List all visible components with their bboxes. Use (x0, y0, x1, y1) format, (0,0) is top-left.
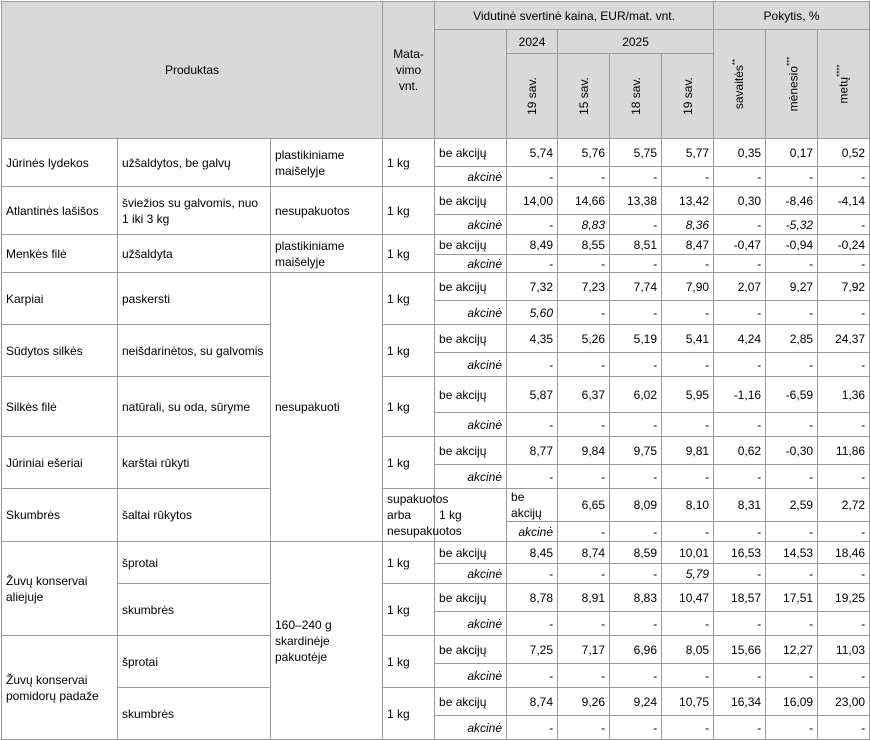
price-value: 8,51 (610, 235, 662, 255)
price-type-label: be akcijų (435, 273, 507, 301)
table-row (2, 489, 870, 522)
change-value: -1,16 (714, 377, 766, 413)
promo-price-value: - (507, 664, 558, 688)
change-value: 11,03 (818, 636, 870, 664)
promo-change-value: - (818, 612, 870, 636)
promo-price-value: - (558, 301, 610, 325)
price-value: 14,00 (507, 187, 558, 215)
change-value: 9,27 (766, 273, 818, 301)
change-value: 7,92 (818, 273, 870, 301)
unit: 1 kg (383, 325, 435, 377)
product-description: skumbrės (118, 584, 271, 636)
promo-price-value: - (610, 716, 662, 740)
change-value: 2,72 (818, 489, 870, 522)
promo-price-value: - (558, 664, 610, 688)
product-description: užšaldytos, be galvų (118, 139, 271, 187)
promo-change-value: - (714, 564, 766, 584)
promo-change-value: - (714, 215, 766, 235)
price-value: 10,75 (662, 688, 714, 716)
price-value: 9,26 (558, 688, 610, 716)
change-footnote: **** (835, 64, 845, 77)
produktas-header: Produktas (2, 2, 383, 139)
change-menesio-header (766, 30, 818, 139)
price-value: 13,38 (610, 187, 662, 215)
week-header: 19 sav. (507, 54, 558, 139)
packaging: supakuotos arba nesupakuotos (383, 489, 435, 542)
promo-price-value: - (558, 716, 610, 740)
year-2024-header: 2024 (507, 30, 558, 54)
promo-price-value: - (610, 167, 662, 187)
price-value: 7,90 (662, 273, 714, 301)
promo-price-value: - (558, 353, 610, 377)
promo-price-value: - (507, 612, 558, 636)
product-description: šaltai rūkytos (118, 489, 271, 542)
product-name: Skumbrės (2, 489, 118, 542)
change-metu-header (818, 30, 870, 139)
price-type-label: akcinė (435, 353, 507, 377)
week-header: 19 sav. (662, 54, 714, 139)
promo-change-value: - (714, 612, 766, 636)
promo-change-value: -5,32 (766, 215, 818, 235)
product-name: Silkės filė (2, 377, 118, 437)
promo-change-value: - (818, 465, 870, 489)
promo-change-value: - (766, 522, 818, 542)
price-value: 9,81 (662, 437, 714, 465)
price-value: 5,75 (610, 139, 662, 167)
promo-change-value: - (766, 255, 818, 273)
price-table (1, 1, 870, 740)
promo-price-value: - (610, 301, 662, 325)
product-name: Sūdytos silkės (2, 325, 118, 377)
unit: 1 kg (383, 273, 435, 325)
product-description: šprotai (118, 636, 271, 688)
unit: 1 kg (383, 187, 435, 235)
price-type-label: akcinė (435, 215, 507, 235)
change-value: 16,34 (714, 688, 766, 716)
promo-price-value: 8,83 (558, 215, 610, 235)
price-type-label: be akcijų (435, 235, 507, 255)
product-description: šviežios su galvomis, nuo 1 iki 3 kg (118, 187, 271, 235)
promo-change-value: - (818, 215, 870, 235)
table-row (2, 325, 870, 353)
promo-price-value: - (662, 255, 714, 273)
price-value: 10,01 (662, 542, 714, 564)
table-row (2, 437, 870, 465)
promo-price-value: - (507, 167, 558, 187)
promo-price-value: - (662, 167, 714, 187)
price-value: 8,77 (507, 437, 558, 465)
product-description: neišdarinėtos, su galvomis (118, 325, 271, 377)
promo-change-value: - (766, 716, 818, 740)
promo-change-value: - (714, 167, 766, 187)
price-value: 9,24 (610, 688, 662, 716)
table-row (2, 139, 870, 167)
price-value: 8,31 (714, 489, 766, 522)
change-savaites-header (714, 30, 766, 139)
unit-header: Mata-vimo vnt. (383, 2, 435, 139)
price-type-label: be akcijų (435, 437, 507, 465)
product-description: paskersti (118, 273, 271, 325)
promo-change-value: - (714, 255, 766, 273)
promo-price-value: 5,60 (507, 301, 558, 325)
unit: 1 kg (383, 235, 435, 273)
price-value: 4,35 (507, 325, 558, 353)
change-value: 2,59 (766, 489, 818, 522)
product-name: Atlantinės lašišos (2, 187, 118, 235)
price-value: 5,77 (662, 139, 714, 167)
promo-change-value: - (818, 301, 870, 325)
promo-change-value: - (714, 664, 766, 688)
promo-change-value: - (766, 167, 818, 187)
product-description: šprotai (118, 542, 271, 584)
table-row (2, 377, 870, 413)
price-type-label: akcinė (435, 664, 507, 688)
product-description: karštai rūkyti (118, 437, 271, 489)
price-value: 5,19 (610, 325, 662, 353)
promo-price-value: - (507, 716, 558, 740)
change-value: 18,57 (714, 584, 766, 612)
promo-price-value: - (610, 465, 662, 489)
table-row (2, 273, 870, 301)
price-value: 8,91 (558, 584, 610, 612)
price-header: Vidutinė svertinė kaina, EUR/mat. vnt. (435, 2, 714, 30)
promo-change-value: - (818, 564, 870, 584)
change-value: 0,52 (818, 139, 870, 167)
price-type-label: akcinė (435, 564, 507, 584)
change-value: 0,35 (714, 139, 766, 167)
price-value: 6,37 (558, 377, 610, 413)
price-type-label: be akcijų (435, 187, 507, 215)
promo-change-value: - (714, 716, 766, 740)
price-value: 8,55 (558, 235, 610, 255)
table-row (2, 636, 870, 664)
promo-change-value: - (766, 353, 818, 377)
unit: 1 kg (383, 688, 435, 740)
change-label: savaitės (732, 65, 747, 110)
price-type-label: be akcijų (435, 542, 507, 564)
promo-price-value: - (558, 612, 610, 636)
price-value: 7,17 (558, 636, 610, 664)
promo-price-value: - (507, 353, 558, 377)
promo-change-value: - (714, 353, 766, 377)
promo-change-value: - (818, 413, 870, 437)
packaging: nesupakuotos (271, 187, 383, 235)
change-label: mėnesio (786, 65, 801, 112)
table-row (2, 584, 870, 612)
promo-price-value: - (558, 413, 610, 437)
price-type-header (435, 30, 507, 139)
price-value: 5,95 (662, 377, 714, 413)
promo-price-value: - (558, 465, 610, 489)
price-value: 7,25 (507, 636, 558, 664)
promo-price-value: - (662, 413, 714, 437)
price-type-label: akcinė (435, 465, 507, 489)
price-value: 13,42 (662, 187, 714, 215)
promo-change-value: - (714, 465, 766, 489)
product-name: Žuvų konservai pomidorų padaže (2, 636, 118, 740)
price-value: 5,26 (558, 325, 610, 353)
price-type-label: akcinė (435, 301, 507, 325)
promo-price-value: - (610, 255, 662, 273)
price-type-label: be akcijų (435, 636, 507, 664)
unit: 1 kg (383, 139, 435, 187)
change-value: 23,00 (818, 688, 870, 716)
price-value: 8,74 (507, 688, 558, 716)
change-footnote: ** (731, 58, 741, 66)
change-value: 17,51 (766, 584, 818, 612)
promo-price-value: - (662, 664, 714, 688)
promo-change-value: - (818, 716, 870, 740)
table-row (2, 187, 870, 215)
unit: 1 kg (383, 584, 435, 636)
price-value: 8,09 (610, 489, 662, 522)
price-type-label: be akcijų (507, 489, 558, 522)
table-row (2, 688, 870, 716)
change-footnote: *** (785, 56, 795, 66)
price-type-label: be akcijų (435, 584, 507, 612)
promo-change-value: - (818, 664, 870, 688)
price-value: 8,47 (662, 235, 714, 255)
unit: 1 kg (383, 437, 435, 489)
price-type-label: be akcijų (435, 325, 507, 353)
price-value: 7,32 (507, 273, 558, 301)
product-name: Jūriniai ešeriai (2, 437, 118, 489)
promo-price-value: 5,79 (662, 564, 714, 584)
unit: 1 kg (383, 636, 435, 688)
promo-price-value: 8,36 (662, 215, 714, 235)
packaging: plastikiniame maišelyje (271, 139, 383, 187)
price-value: 8,78 (507, 584, 558, 612)
promo-price-value: - (507, 465, 558, 489)
price-value: 10,47 (662, 584, 714, 612)
price-type-label: akcinė (507, 522, 558, 542)
price-type-label: be akcijų (435, 688, 507, 716)
price-value: 5,87 (507, 377, 558, 413)
price-value: 14,66 (558, 187, 610, 215)
promo-change-value: - (818, 255, 870, 273)
change-value: 15,66 (714, 636, 766, 664)
change-value: 12,27 (766, 636, 818, 664)
change-label: metų (836, 76, 851, 104)
price-value: 8,10 (662, 489, 714, 522)
product-description: užšaldyta (118, 235, 271, 273)
change-value: 11,86 (818, 437, 870, 465)
unit: 1 kg (383, 377, 435, 437)
promo-price-value: - (610, 413, 662, 437)
promo-change-value: - (766, 301, 818, 325)
price-value: 5,76 (558, 139, 610, 167)
promo-change-value: - (714, 413, 766, 437)
price-value: 8,74 (558, 542, 610, 564)
promo-price-value: - (610, 522, 662, 542)
packaging: nesupakuoti (271, 273, 383, 542)
week-header: 15 sav. (558, 54, 610, 139)
change-value: -0,24 (818, 235, 870, 255)
price-value: 8,59 (610, 542, 662, 564)
price-value: 6,02 (610, 377, 662, 413)
product-description: skumbrės (118, 688, 271, 740)
change-value: 18,46 (818, 542, 870, 564)
promo-change-value: - (818, 522, 870, 542)
price-type-label: akcinė (435, 167, 507, 187)
change-value: -0,30 (766, 437, 818, 465)
promo-price-value: - (662, 301, 714, 325)
change-value: -0,47 (714, 235, 766, 255)
change-value: 14,53 (766, 542, 818, 564)
price-type-label: akcinė (435, 716, 507, 740)
price-value: 8,45 (507, 542, 558, 564)
promo-price-value: - (610, 664, 662, 688)
price-value: 7,74 (610, 273, 662, 301)
change-value: 4,24 (714, 325, 766, 353)
change-value: -4,14 (818, 187, 870, 215)
change-value: -0,94 (766, 235, 818, 255)
packaging: 160–240 g skardinėje pakuotėje (271, 542, 383, 740)
promo-change-value: - (766, 564, 818, 584)
packaging: plastikiniame maišelyje (271, 235, 383, 273)
promo-change-value: - (818, 353, 870, 377)
change-header: Pokytis, % (714, 2, 870, 30)
promo-price-value: - (662, 522, 714, 542)
change-value: 24,37 (818, 325, 870, 353)
price-value: 7,23 (558, 273, 610, 301)
change-value: -8,46 (766, 187, 818, 215)
change-value: 1,36 (818, 377, 870, 413)
promo-price-value: - (507, 564, 558, 584)
promo-price-value: - (507, 215, 558, 235)
promo-price-value: - (558, 255, 610, 273)
change-value: -6,59 (766, 377, 818, 413)
year-2025-header: 2025 (558, 30, 714, 54)
price-type-label: be akcijų (435, 377, 507, 413)
change-value: 0,17 (766, 139, 818, 167)
price-value: 9,84 (558, 437, 610, 465)
product-name: Karpiai (2, 273, 118, 325)
price-value: 8,83 (610, 584, 662, 612)
price-value: 5,74 (507, 139, 558, 167)
promo-price-value: - (558, 564, 610, 584)
promo-price-value: - (507, 255, 558, 273)
promo-price-value: - (610, 353, 662, 377)
change-value: 2,85 (766, 325, 818, 353)
change-value: 16,53 (714, 542, 766, 564)
promo-price-value: - (507, 413, 558, 437)
promo-price-value: - (662, 465, 714, 489)
change-value: 0,30 (714, 187, 766, 215)
price-value: 8,49 (507, 235, 558, 255)
change-value: 19,25 (818, 584, 870, 612)
change-value: 0,62 (714, 437, 766, 465)
promo-price-value: - (610, 564, 662, 584)
promo-price-value: - (662, 353, 714, 377)
price-type-label: be akcijų (435, 139, 507, 167)
promo-price-value: - (558, 167, 610, 187)
promo-price-value: - (662, 612, 714, 636)
price-value: 6,65 (558, 489, 610, 522)
product-name: Žuvų konservai aliejuje (2, 542, 118, 636)
product-name: Menkės filė (2, 235, 118, 273)
promo-change-value: - (818, 167, 870, 187)
table-body (2, 139, 870, 740)
price-type-label: akcinė (435, 255, 507, 273)
price-value: 5,41 (662, 325, 714, 353)
price-type-label: akcinė (435, 413, 507, 437)
promo-change-value: - (766, 664, 818, 688)
promo-change-value: - (766, 413, 818, 437)
price-value: 8,05 (662, 636, 714, 664)
unit: 1 kg (383, 542, 435, 584)
change-value: 2,07 (714, 273, 766, 301)
promo-price-value: - (610, 612, 662, 636)
promo-price-value: - (662, 716, 714, 740)
promo-change-value: - (714, 301, 766, 325)
price-value: 9,75 (610, 437, 662, 465)
week-header: 18 sav. (610, 54, 662, 139)
change-value: 16,09 (766, 688, 818, 716)
promo-price-value: - (610, 215, 662, 235)
product-description: natūrali, su oda, sūryme (118, 377, 271, 437)
table-row (2, 542, 870, 564)
promo-price-value: - (714, 522, 766, 542)
promo-change-value: - (766, 612, 818, 636)
price-value: 6,96 (610, 636, 662, 664)
product-name: Jūrinės lydekos (2, 139, 118, 187)
promo-price-value: - (558, 522, 610, 542)
unit: 1 kg (435, 489, 507, 542)
table-row (2, 235, 870, 255)
promo-change-value: - (766, 465, 818, 489)
price-type-label: akcinė (435, 612, 507, 636)
